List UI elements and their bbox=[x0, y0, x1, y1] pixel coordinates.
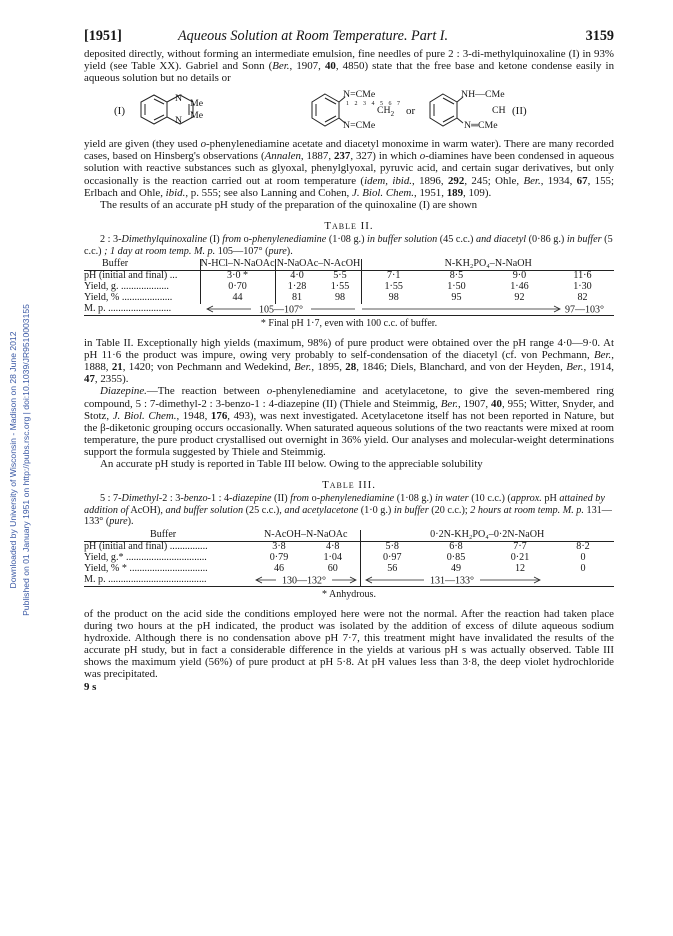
table-ii-header: N-NaOAc–N-AcOH bbox=[276, 258, 361, 270]
table-ii-header: N-KH₂PO₄–N-NaOH bbox=[362, 259, 614, 270]
download-notice: Downloaded by University of Wisconsin - Madison on 28 June 2012 bbox=[8, 331, 18, 589]
paragraph-3: The results of an accurate pH study of the preparation of the quinoxaline (I) are shown bbox=[100, 198, 478, 211]
paragraph-7: of the product on the acid side the conditions employed here were not the normal. After the reaction had taken place during two hours at the pH indicated, the product was isolated by the addition of excess of dilute aqueous sodium hydroxide. Although there is no condensation above pH 7·7, this treatment might have invalidated the results of the accurate pH study, but in fact a considerable difference in the yields at various pH s was actually observed. Table III shows the maximum yield (56%) of pure product at pH 5·8. At pH values less than 3·8, the deep violet hydrochloride was precipitated. bbox=[84, 607, 614, 681]
paragraph-6: An accurate pH study is reported in Table III below. Owing to the appreciable solubility bbox=[100, 458, 483, 470]
range-arrow-icon bbox=[254, 575, 358, 585]
signature-mark: 9 s bbox=[84, 681, 97, 694]
table-ii-caption: Table II. bbox=[324, 219, 374, 232]
table-row: M. p. ....................................... 130—132° 131—133° bbox=[84, 575, 614, 587]
table-ii-mp-range-1 bbox=[200, 304, 362, 316]
formula-i-me-bottom: Me bbox=[190, 110, 204, 122]
table-row: pH (initial and final) ............... 3·8 4·8 5·8 6·8 7·7 8·2 bbox=[84, 540, 590, 552]
paragraph-1: deposited directly, without forming an intermediate emulsion, fine needles of pure 2 : 3-di-methylquinoxaline (I) in 93% yield (see Table XX). Gabriel and Sonn (Ber., 1907, 40, 4850) state that the free base and ketone condense easily in aqueous solution but no details or bbox=[84, 48, 615, 85]
formula-ii-alt-top: NH—CMe bbox=[461, 89, 505, 101]
paragraph-5: Diazepine.—The reaction between o-phenylenediamine and acetylacetone, to give the seven-membered ring compound, 5 : 7-dimethyl-2 : 3-benzo-1 : 4-diazepine (II) (Thiele and Steimmig, Ber., 1907, 40, 955; Witter, Snyder, and Stotz, J. Biol. Chem., 1948, 176, 493), was next investigated. Acetylacetone itself has not been reported in Nature, but the β-diketonic grouping occurs occasionally. When saturated aqueous solutions of the two reactants were mixed at room temperature, the pure product crystallised out overnight in 36% yield. Our analyses and molecular-weight determinations support the formula suggested by Thiele and Steimmig. bbox=[84, 385, 615, 458]
table-ii bbox=[84, 259, 614, 316]
formula-ii-methylene: $CH_2$ bbox=[377, 105, 395, 119]
formula-label-ii: (II) bbox=[512, 105, 527, 118]
table-ii-header: Buffer bbox=[102, 258, 129, 270]
ring-numbering: 1 2 3 4 5 6 7 bbox=[346, 101, 402, 108]
table-row: M. p. ......................... 105—107° 97—103° bbox=[84, 304, 614, 316]
page-number: 3159 bbox=[585, 28, 614, 44]
table-iii-mp-range-1 bbox=[252, 575, 360, 587]
formula-or: or bbox=[406, 105, 416, 118]
table-iii-header: 0·2N-KH₂PO₄–0·2N-NaOH bbox=[360, 530, 614, 541]
running-header bbox=[84, 30, 614, 48]
table-iii-description: 5 : 7-Dimethyl-2 : 3-benzo-1 : 4-diazepine (II) from o-phenylenediamine (1·08 g.) in water (10 c.c.) (approx. pH attained by addition of AcOH), and buffer solution (25 c.c.), and acetylacetone (1·0 g.) in buffer (20 c.c.); 2 hours at room temp. M. p. 131—133° (pure). bbox=[84, 493, 612, 528]
table-iii-header: Buffer bbox=[150, 528, 177, 540]
table-row: Yield, % .................... 44 81 98 98 95 92 82 bbox=[84, 291, 588, 303]
formula-ii-top-group: N=CMe bbox=[343, 89, 376, 101]
formula-ii-alt-mid: CH bbox=[492, 105, 506, 117]
table-iii-header: N-AcOH–N-NaOAc bbox=[263, 528, 348, 540]
table-row: Yield, g. ................... 0·70 1·28 1·55 1·55 1·50 1·46 1·30 bbox=[84, 280, 592, 292]
table-row: Yield, g.* ................................ 0·79 1·04 0·97 0·85 0·21 0 bbox=[84, 551, 586, 563]
table-iii-footnote: * Anhydrous. bbox=[322, 588, 376, 600]
formula-i-n-bottom: N bbox=[175, 115, 183, 127]
table-row: pH (initial and final) ... 3·0 * 4·0 5·5 7·1 8·5 9·0 11·6 bbox=[84, 270, 592, 282]
table-iii-mp-range-2 bbox=[360, 575, 614, 587]
formula-ii-alt-bottom: N═CMe bbox=[464, 120, 498, 132]
table-iii-mp-value-1: 130—132° bbox=[281, 575, 326, 587]
header-title: Aqueous Solution at Room Temperature. Part I. bbox=[178, 28, 449, 44]
table-iii-mp-value-2: 131—133° bbox=[430, 575, 475, 587]
download-watermark bbox=[4, 180, 36, 740]
header-year: [1951] bbox=[84, 28, 122, 44]
table-ii-description: 2 : 3-Dimethylquinoxaline (I) from o-phenylenediamine (1·08 g.) in buffer solution (45 c.c.) and diacetyl (0·86 g.) in buffer (5 c.c.) ; 1 day at room temp. M. p. 105—107° (pure). bbox=[84, 233, 613, 257]
formula-ii-bottom-group: N=CMe bbox=[343, 120, 376, 132]
table-ii-mp-value-1: 105—107° bbox=[259, 304, 303, 316]
table-ii-mp-range-2 bbox=[362, 304, 614, 316]
paragraph-4: in Table II. Exceptionally high yields (maximum, 98%) of pure product were obtained over the pH range 4·0—9·0. At pH 11·6 the product was impure, owing very probably to self-condensation of the diacetyl (cf. von Pechmann, Ber., 1888, 21, 1420; von Pechmann and Wedekind, Ber., 1895, 28, 1846; Diels, Blanchard, and von der Heyden, Ber., 1914, 47, 2355). bbox=[84, 337, 615, 386]
page bbox=[84, 30, 614, 694]
table-ii-header: N-HCl–N-NaOAc bbox=[200, 258, 275, 270]
table-ii-footnote: * Final pH 1·7, even with 100 c.c. of buffer. bbox=[260, 317, 438, 329]
table-iii bbox=[84, 530, 614, 587]
table-iii-caption: Table III. bbox=[322, 479, 376, 492]
table-ii-mp-value-2: 97—103° bbox=[564, 304, 604, 316]
paragraph-2: yield are given (they used o-phenylenediamine acetate and diacetyl monoxime in warm water). There are many recorded cases, based on Hinsberg's observations (Annalen, 1887, 237, 327) in which o-diamines have been condensed in aqueous solution with reactive substances such as glyoxal, phenylglyoxal, pyruvic acid, and certain sugar derivatives, but only occasionally is the reaction carried out at room temperature (idem, ibid., 1896, 292, 245; Ohle, Ber., 1934, 67, 155; Erlbach and Ohle, ibid., p. 555; see also Lanning and Cohen, J. Biol. Chem., 1951, 189, 109). bbox=[84, 138, 615, 199]
formula-i-n-top: N bbox=[175, 93, 183, 105]
range-arrow-icon bbox=[362, 575, 612, 585]
structural-formulas bbox=[84, 88, 614, 136]
formula-i-me-top: Me bbox=[190, 98, 204, 110]
range-arrow-icon bbox=[205, 304, 357, 314]
range-arrow-icon bbox=[362, 304, 614, 314]
table-row: Yield, % * ............................... 46 60 56 49 12 0 bbox=[84, 562, 586, 574]
formula-label-i: (I) bbox=[114, 105, 125, 118]
publication-notice: Published on 01 January 1951 on http://pubs.rsc.org | doi:10.1039/JR9510003155 bbox=[21, 304, 31, 616]
